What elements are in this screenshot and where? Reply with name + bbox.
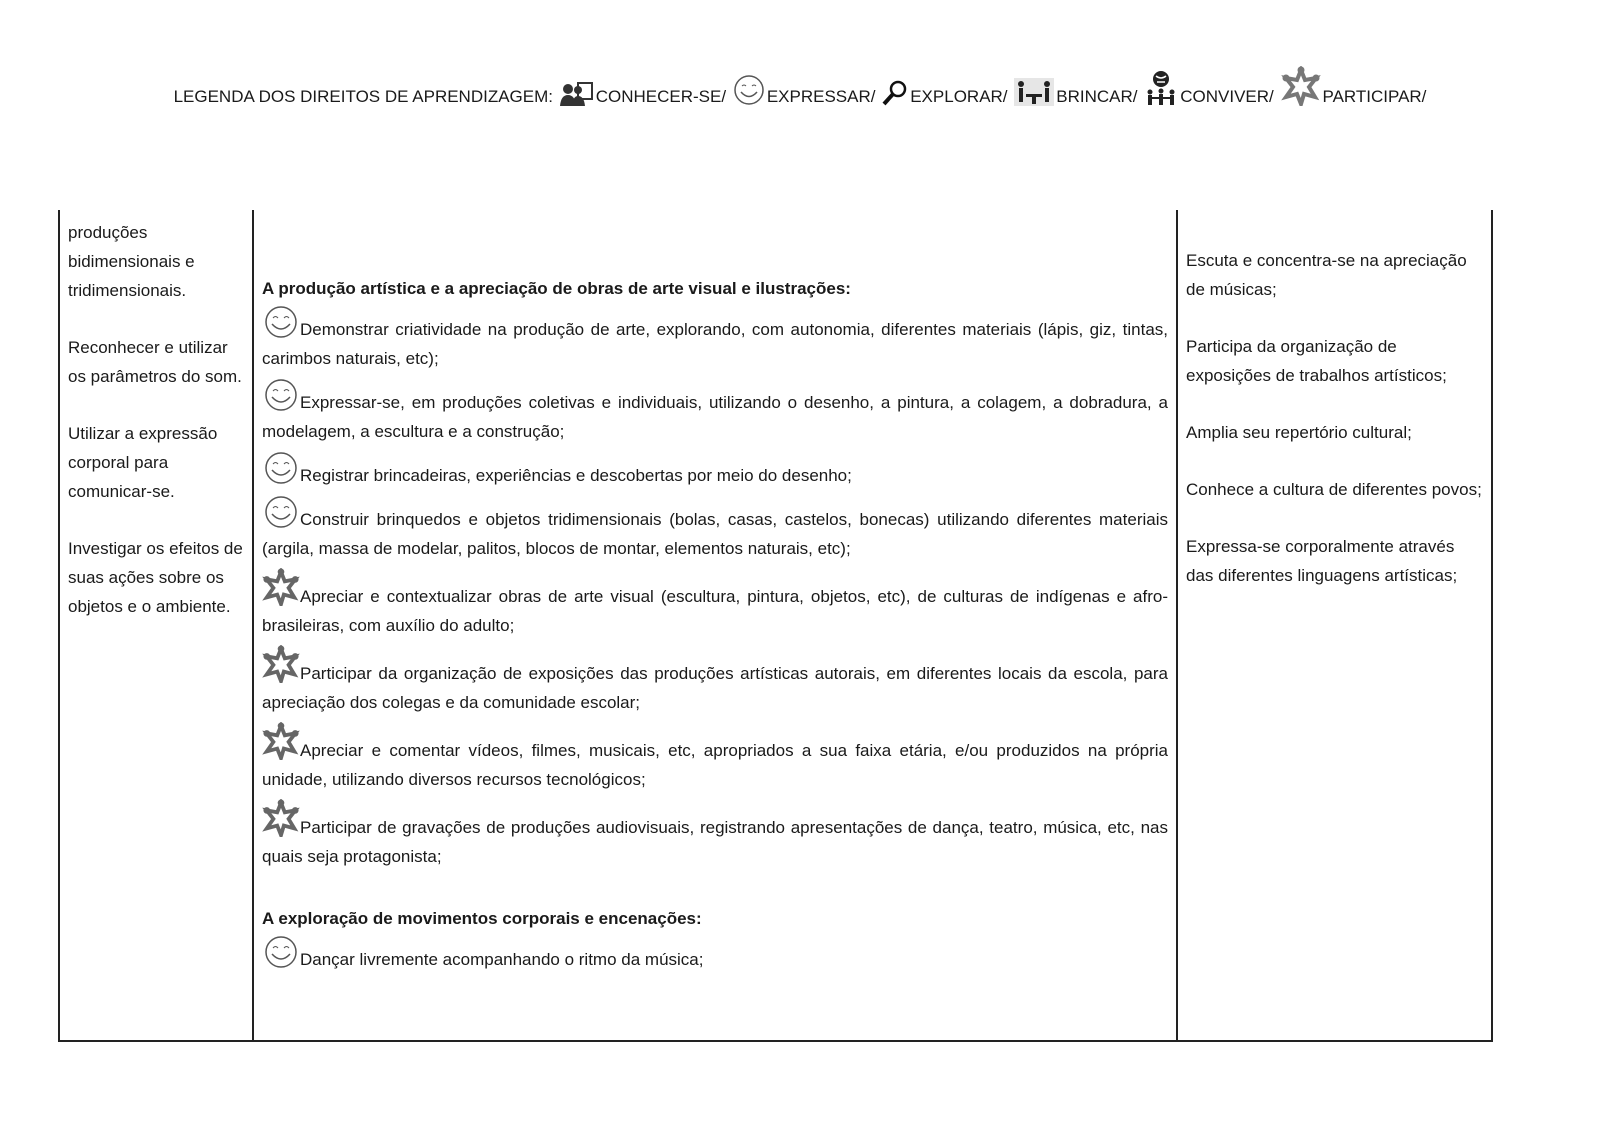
participate-star-icon	[262, 799, 300, 837]
content-item	[262, 378, 1168, 446]
smile-icon	[733, 74, 765, 111]
content-table	[58, 210, 1493, 1042]
content-item	[262, 935, 1168, 974]
objective-text: Utilizar a expressão corporal para comunicar-se.	[68, 424, 218, 501]
participate-star-icon	[262, 568, 300, 606]
legend	[0, 66, 1600, 111]
legend-label-participar: PARTICIPAR/	[1322, 87, 1427, 106]
content-item	[262, 799, 1168, 871]
content-item	[262, 305, 1168, 373]
smile-icon	[262, 935, 300, 973]
legend-label-brincar: BRINCAR/	[1056, 87, 1138, 106]
legend-label-conviver: CONVIVER/	[1180, 87, 1274, 106]
section-title: A produção artística e a apreciação de obras de arte visual e ilustrações:	[262, 279, 851, 298]
content-item-text: Participar de gravações de produções audiovisuais, registrando apresentações de dança, teatro, música, etc, nas quais seja protagonista;	[262, 818, 1168, 866]
content-item	[262, 645, 1168, 717]
evaluation-text: Conhece a cultura de diferentes povos;	[1186, 480, 1482, 499]
participate-star-icon	[262, 722, 300, 760]
objective-text: produções bidimensionais e tridimensionais.	[68, 223, 195, 300]
smile-icon	[262, 378, 300, 416]
evaluation-text: Escuta e concentra-se na apreciação de músicas;	[1186, 251, 1467, 299]
participate-star-icon	[1281, 66, 1321, 111]
objective-text: Investigar os efeitos de suas ações sobre os objetos e o ambiente.	[68, 539, 243, 616]
content-item	[262, 568, 1168, 640]
content-item-text: Expressar-se, em produções coletivas e individuais, utilizando o desenho, a pintura, a colagem, a dobradura, a modelagem, a escultura e a construção;	[262, 393, 1168, 441]
participate-star-icon	[262, 645, 300, 683]
evaluation-text: Expressa-se corporalmente através das diferentes linguagens artísticas;	[1186, 537, 1458, 585]
smile-icon	[262, 305, 300, 343]
smile-icon	[262, 451, 300, 489]
legend-label-explorar: EXPLORAR/	[910, 87, 1008, 106]
content-item-text: Demonstrar criatividade na produção de arte, explorando, com autonomia, diferentes materiais (lápis, giz, tintas, carimbos naturais, etc);	[262, 320, 1168, 368]
legend-label-expressar: EXPRESSAR/	[766, 87, 876, 106]
content-item-text: Construir brinquedos e objetos tridimensionais (bolas, casas, castelos, bonecas) utilizando diferentes materiais (argila, massa de modelar, palitos, blocos de montar, elementos naturais, etc);	[262, 510, 1168, 558]
evaluation-column	[1176, 210, 1493, 1040]
content-item	[262, 722, 1168, 794]
content-item-text: Dançar livremente acompanhando o ritmo da música;	[300, 950, 704, 969]
legend-prefix: LEGENDA DOS DIREITOS DE APRENDIZAGEM:	[173, 87, 553, 106]
objective-text: Reconhecer e utilizar os parâmetros do som.	[68, 338, 242, 386]
evaluation-text: Participa da organização de exposições de trabalhos artísticos;	[1186, 337, 1447, 385]
smile-icon	[262, 495, 300, 533]
content-item	[262, 495, 1168, 563]
people-icon	[560, 82, 594, 111]
content-item-text: Registrar brincadeiras, experiências e descobertas por meio do desenho;	[300, 466, 852, 485]
content-column	[252, 210, 1176, 1040]
play-icon	[1014, 78, 1054, 111]
content-item	[262, 451, 1168, 490]
globe-people-icon	[1144, 70, 1178, 111]
content-item-text: Apreciar e comentar vídeos, filmes, musicais, etc, apropriados a sua faixa etária, e/ou produzidos na própria unidade, utilizando diversos recursos tecnológicos;	[262, 741, 1168, 789]
legend-label-conhecer: CONHECER-SE/	[595, 87, 727, 106]
content-item-text: Participar da organização de exposições das produções artísticas autorais, em diferentes locais da escola, para apreciação dos colegas e da comunidade escolar;	[262, 664, 1168, 712]
magnifier-icon	[882, 80, 908, 111]
section-title: A exploração de movimentos corporais e encenações:	[262, 909, 702, 928]
content-item-text: Apreciar e contextualizar obras de arte visual (escultura, pintura, objetos, etc), de culturas de indígenas e afro-brasileiras, com auxílio do adulto;	[262, 587, 1168, 635]
objectives-column	[58, 210, 252, 1040]
evaluation-text: Amplia seu repertório cultural;	[1186, 423, 1412, 442]
